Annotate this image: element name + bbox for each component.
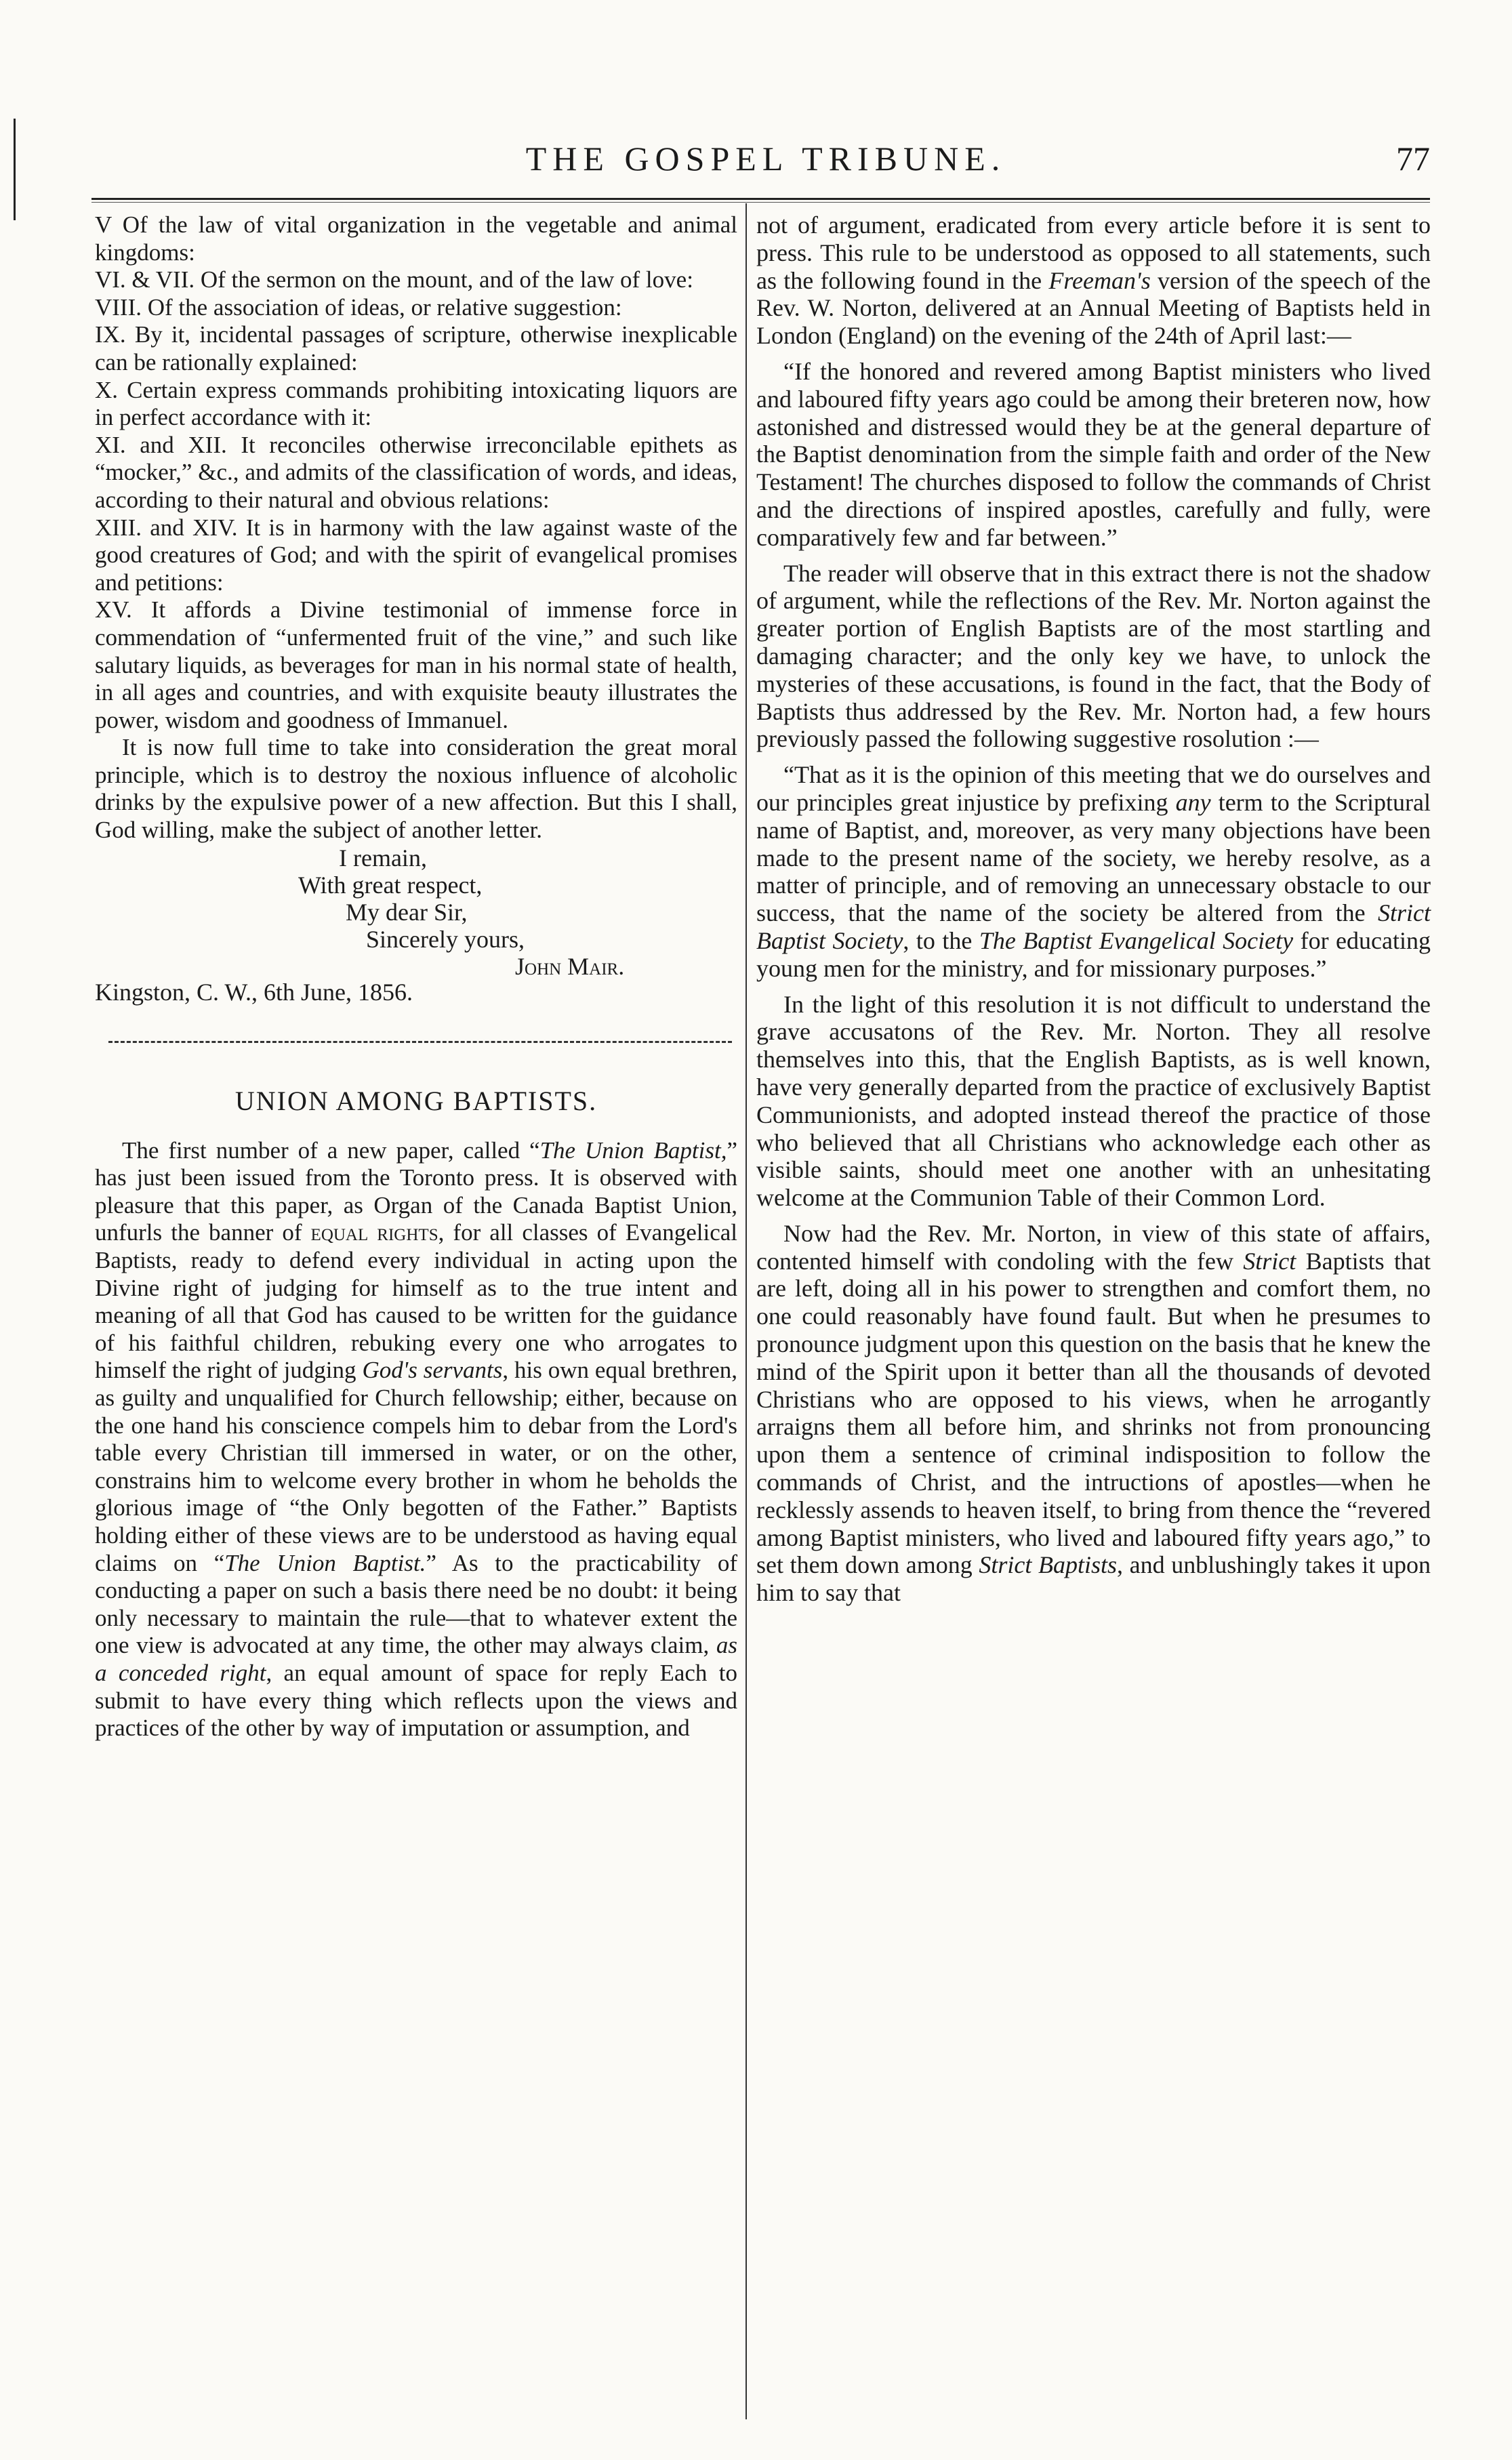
closing-line: With great respect, — [298, 871, 483, 899]
list-item: V Of the law of vital organization in the vegetable and animal kingdoms: — [95, 211, 737, 266]
page-header — [102, 139, 1430, 186]
conclusion-paragraph: It is now full time to take into consideration the great moral principle, which is to destroy the noxious influence of alcoholic drinks by the expulsive power of a new affection. But this I shall, God willing, make the subject of another letter. — [95, 734, 737, 844]
article-paragraph: not of argument, eradicated from every article before it is sent to press. This rule to be understood as opposed to all statements, such as the following found in the Freeman's version of the speech of the Rev. W. Norton, delivered at an Annual Meeting of Baptists held in London (England) on the evening of the 24th of April last:— — [756, 211, 1431, 350]
section-divider — [108, 1041, 732, 1043]
article-paragraph: In the light of this resolution it is not difficult to understand the grave accusatons of the Rev. Mr. Norton. They all resolve themselves into this, that the English Baptists, as is well known, have very generally departed from the practice of exclusively Baptist Communionists, and adopted instead thereof the practice of those who believed that all Christians who acknowledge each other as visible saints, should meet one another with an unhesitating welcome at the Communion Table of their Common Lord. — [756, 990, 1431, 1212]
signature: John Mair. — [515, 952, 625, 980]
list-item: XIII. and XIV. It is in harmony with the law against waste of the good creatures of God; and with the spirit of evangelical promises and petitions: — [95, 514, 737, 596]
header-rule-thin — [91, 202, 1430, 203]
page-number: 77 — [1396, 140, 1430, 178]
margin-rule — [14, 119, 16, 220]
closing-line: My dear Sir, — [346, 898, 468, 926]
list-item: XV. It affords a Divine testimonial of immense force in commendation of “unfermented fruit of the vine,” and such like salutary liquids, as beverages for man in his normal state of health, in all ages and countries, and with exquisite beauty illustrates the power, wisdom and goodness of Immanuel. — [95, 596, 737, 733]
quoted-passage: “If the honored and revered among Baptist ministers who lived and laboured fifty years ago could be among their breteren now, how astonished and distressed would they be at the general departure of the Baptist denomination from the simple faith and order of the New Testament! The churches disposed to follow the commands of Christ and the directions of inspired apostles, carefully and fully, were comparatively few and far between.” — [756, 357, 1431, 551]
article-paragraph: The reader will observe that in this extract there is not the shadow of argument, while the reflections of the Rev. Mr. Norton against the greater portion of English Baptists are of the most startling and damaging character; and the only key we have, to unlock the mysteries of these accusations, is found in the fact, that the Body of Baptists thus addressed by the Rev. Mr. Norton had, a few hours previously passed the following suggestive rosolution :— — [756, 559, 1431, 753]
list-item: XI. and XII. It reconciles otherwise irreconcilable epithets as “mocker,” &c., and admits of the classification of words, and ideas, according to their natural and obvious relations: — [95, 431, 737, 513]
closing-line: I remain, — [339, 844, 427, 872]
letter-closing — [95, 844, 737, 1006]
article-paragraph: The first number of a new paper, called “The Union Baptist,” has just been issued from the Toronto press. It is observed with pleasure that this paper, as Organ of the Canada Baptist Union, unfurls the banner of equal rights, for all classes of Evangelical Baptists, ready to defend every individual in acting upon the Divine right of judging for himself as to the true intent and meaning of all that God has caused to be written for the guidance of his faithful children, rebuking every one who arrogates to himself the right of judging God's servants, his own equal brethren, as guilty and unqualified for Church fellowship; either, because on the one hand his conscience compels him to debar from the Lord's table every Christian till immersed in water, or on the other, constrains him to welcome every brother in whom he beholds the glorious image of “the Only begotten of the Father.” Baptists holding either of these views are to be understood as having equal claims on “The Union Baptist.” As to the practicability of conducting a paper on such a basis there need be no doubt: it being only necessary to maintain the rule—that to whatever extent the one view is advocated at any time, the other may always claim, as a conceded right, an equal amount of space for reply Each to submit to have every thing which reflects upon the views and practices of the other by way of imputation or assumption, and — [95, 1136, 737, 1742]
list-item: X. Certain express commands prohibiting intoxicating liquors are in perfect accordance with it: — [95, 376, 737, 431]
section-title: UNION AMONG BAPTISTS. — [234, 1085, 598, 1116]
quoted-resolution: “That as it is the opinion of this meeting that we do ourselves and our principles great injustice by prefixing any term to the Scriptural name of Baptist, and, moreover, as very many objections have been made to the present name of the society, we hereby resolve, as a matter of principle, and of removing an unnecessary obstacle to our success, that the name of the society be altered from the Strict Baptist Society, to the The Baptist Evangelical Society for educating young men for the ministry, and for missionary purposes.” — [756, 761, 1431, 982]
header-rule — [91, 198, 1430, 200]
right-column — [756, 211, 1431, 1607]
article-paragraph: Now had the Rev. Mr. Norton, in view of this state of affairs, contented himself with condoling with the few Strict Baptists that are left, doing all in his power to strengthen and comfort them, no one could reasonably have found fault. But when he presumes to pronounce judgment upon this question on the basis that he knew the mind of the Spirit upon it better than all the thousands of devoted Christians who are opposed to his views, when he arrogantly arraigns them all before him, and shrinks not from pronouncing upon them a sentence of criminal indisposition to follow the commands of Christ, and the intructions of apostles—when he recklessly assends to heaven itself, to bring from thence the “revered among Baptist ministers, who lived and laboured fifty years ago,” to set them down among Strict Baptists, and unblushingly takes it upon him to say that — [756, 1219, 1431, 1607]
list-item: VIII. Of the association of ideas, or relative suggestion: — [95, 293, 622, 321]
left-column — [95, 211, 737, 1742]
list-item: VI. & VII. Of the sermon on the mount, and of the law of love: — [95, 266, 693, 293]
publication-title: THE GOSPEL TRIBUNE. — [525, 140, 1006, 178]
place-date: Kingston, C. W., 6th June, 1856. — [95, 978, 413, 1006]
list-item: IX. By it, incidental passages of scripture, otherwise inexplicable can be rationally explained: — [95, 321, 737, 375]
column-divider — [745, 203, 747, 2419]
closing-line: Sincerely yours, — [366, 925, 525, 953]
